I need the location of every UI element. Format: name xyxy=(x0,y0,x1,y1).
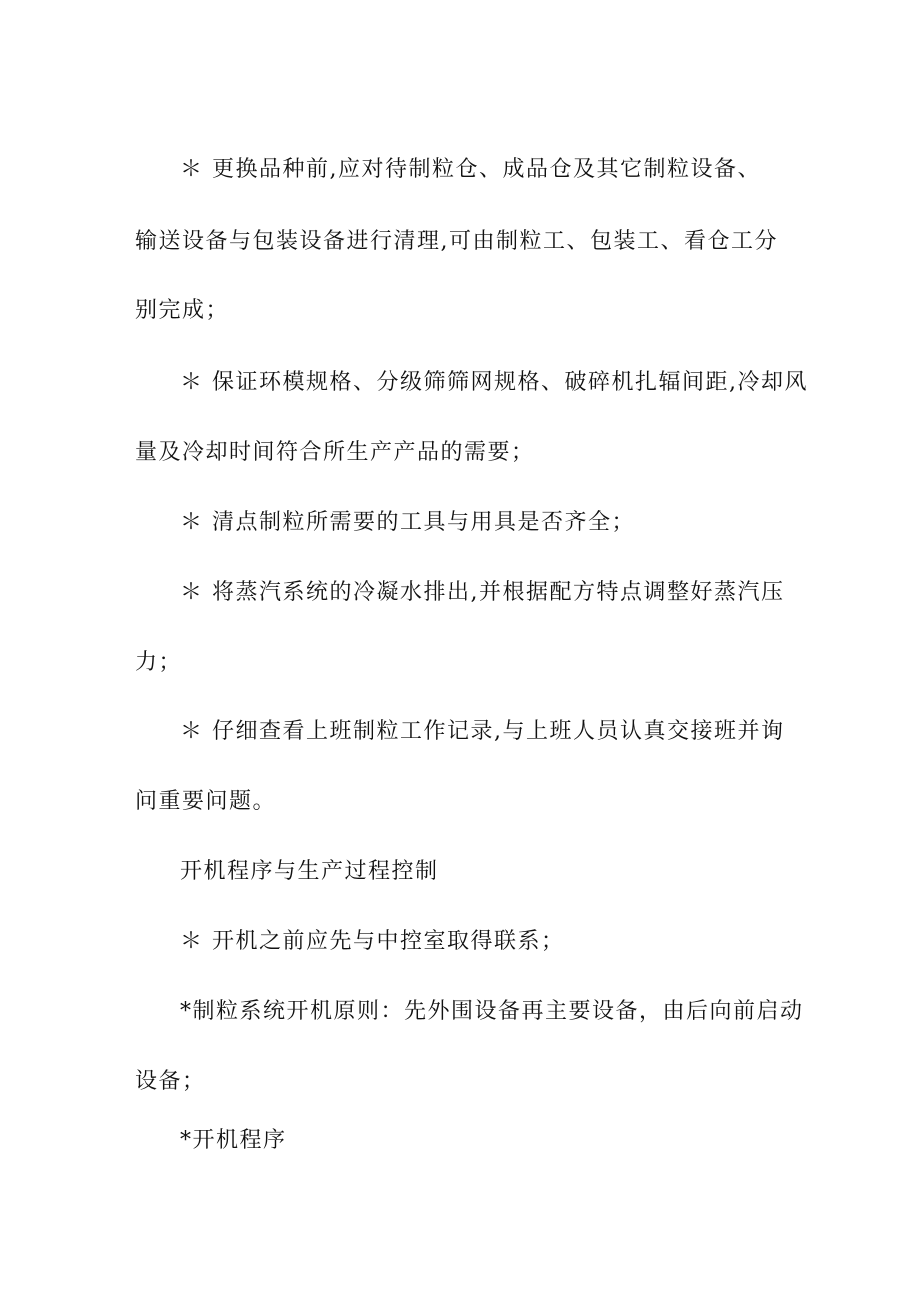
paragraph-line: ＊ 仔细查看上班制粒工作记录,与上班人员认真交接班并询 xyxy=(180,719,785,744)
paragraph-line: ＊ 开机之前应先与中控室取得联系； xyxy=(180,929,565,954)
paragraph-line: 量及冷却时间符合所生产产品的需要； xyxy=(135,440,535,465)
paragraph-line: ＊ 将蒸汽系统的冷凝水排出,并根据配方特点调整好蒸汽压 xyxy=(180,580,785,605)
paragraph-line: 别完成； xyxy=(135,298,230,323)
paragraph-line: *制粒系统开机原则：先外围设备再主要设备，由后向前启动 xyxy=(180,999,804,1024)
paragraph-line: 力； xyxy=(135,650,183,675)
paragraph-line: ＊ 保证环模规格、分级筛筛网规格、破碎机扎辐间距,冷却风 xyxy=(180,370,808,395)
paragraph-line: ＊ 更换品种前,应对待制粒仓、成品仓及其它制粒设备、 xyxy=(180,157,761,182)
section-heading: 开机程序与生产过程控制 xyxy=(180,859,439,884)
paragraph-line: 问重要问题。 xyxy=(135,789,277,814)
paragraph-line: 输送设备与包装设备进行清理,可由制粒工、包装工、看仓工分 xyxy=(135,229,778,254)
paragraph-line: *开机程序 xyxy=(180,1128,287,1153)
paragraph-line: 设备； xyxy=(135,1069,206,1094)
paragraph-line: ＊ 清点制粒所需要的工具与用具是否齐全； xyxy=(180,510,635,535)
